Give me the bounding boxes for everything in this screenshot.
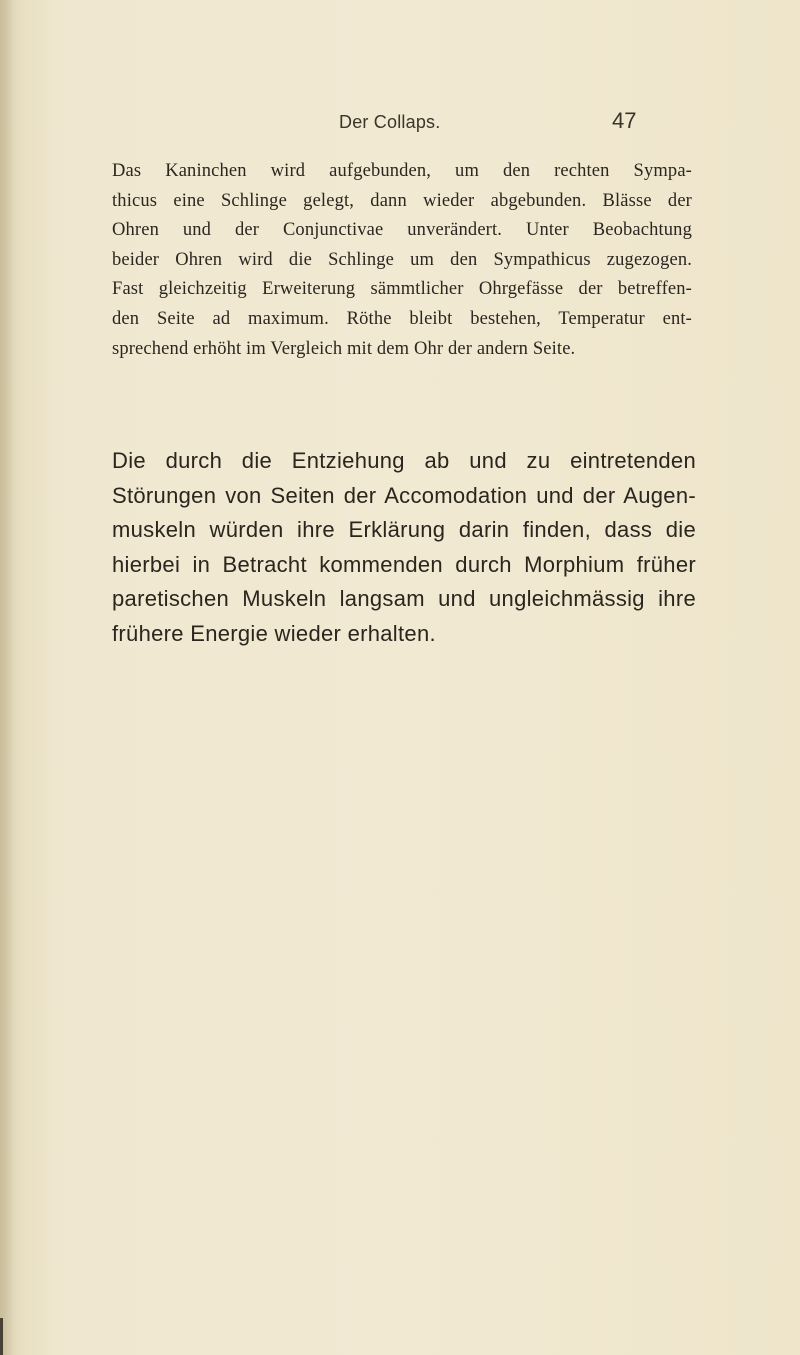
text-line: sprechend erhöht im Vergleich mit dem Ohr der andern Seite. bbox=[112, 338, 576, 359]
text-line: Störungen von Seiten der Accomodation und der Augen- bbox=[112, 482, 696, 508]
text-line: Ohren und der Conjunctivae unverändert. Unter Beobachtung bbox=[112, 220, 692, 241]
running-title: Der Collaps. bbox=[339, 112, 441, 132]
text-line: hierbei in Betracht kommenden durch Morphium früher bbox=[112, 551, 696, 577]
text-line: paretischen Muskeln langsam und ungleichmässig ihre bbox=[112, 586, 696, 612]
page-edge-mark bbox=[0, 1318, 3, 1355]
paragraph-conclusion bbox=[112, 444, 696, 652]
text-line: thicus eine Schlinge gelegt, dann wieder abgebunden. Blässe der bbox=[112, 190, 692, 211]
text-line: beider Ohren wird die Schlinge um den Sympathicus zugezogen. bbox=[112, 249, 692, 270]
running-header bbox=[0, 110, 800, 140]
text-line: Fast gleichzeitig Erweiterung sämmtlicher Ohrgefässe der betreffen- bbox=[112, 279, 692, 300]
text-line: Das Kaninchen wird aufgebunden, um den rechten Sympa- bbox=[112, 161, 692, 181]
text-line: muskeln würden ihre Erklärung darin finden, dass die bbox=[112, 517, 696, 543]
text-line: den Seite ad maximum. Röthe bleibt bestehen, Temperatur ent- bbox=[112, 308, 692, 329]
text-line: Die durch die Entziehung ab und zu eintretenden bbox=[112, 448, 696, 473]
paragraph-experiment bbox=[112, 157, 692, 364]
page-number: 47 bbox=[612, 108, 637, 133]
page-gutter-shadow bbox=[0, 0, 14, 1355]
text-line: frühere Energie wieder erhalten. bbox=[112, 620, 436, 646]
